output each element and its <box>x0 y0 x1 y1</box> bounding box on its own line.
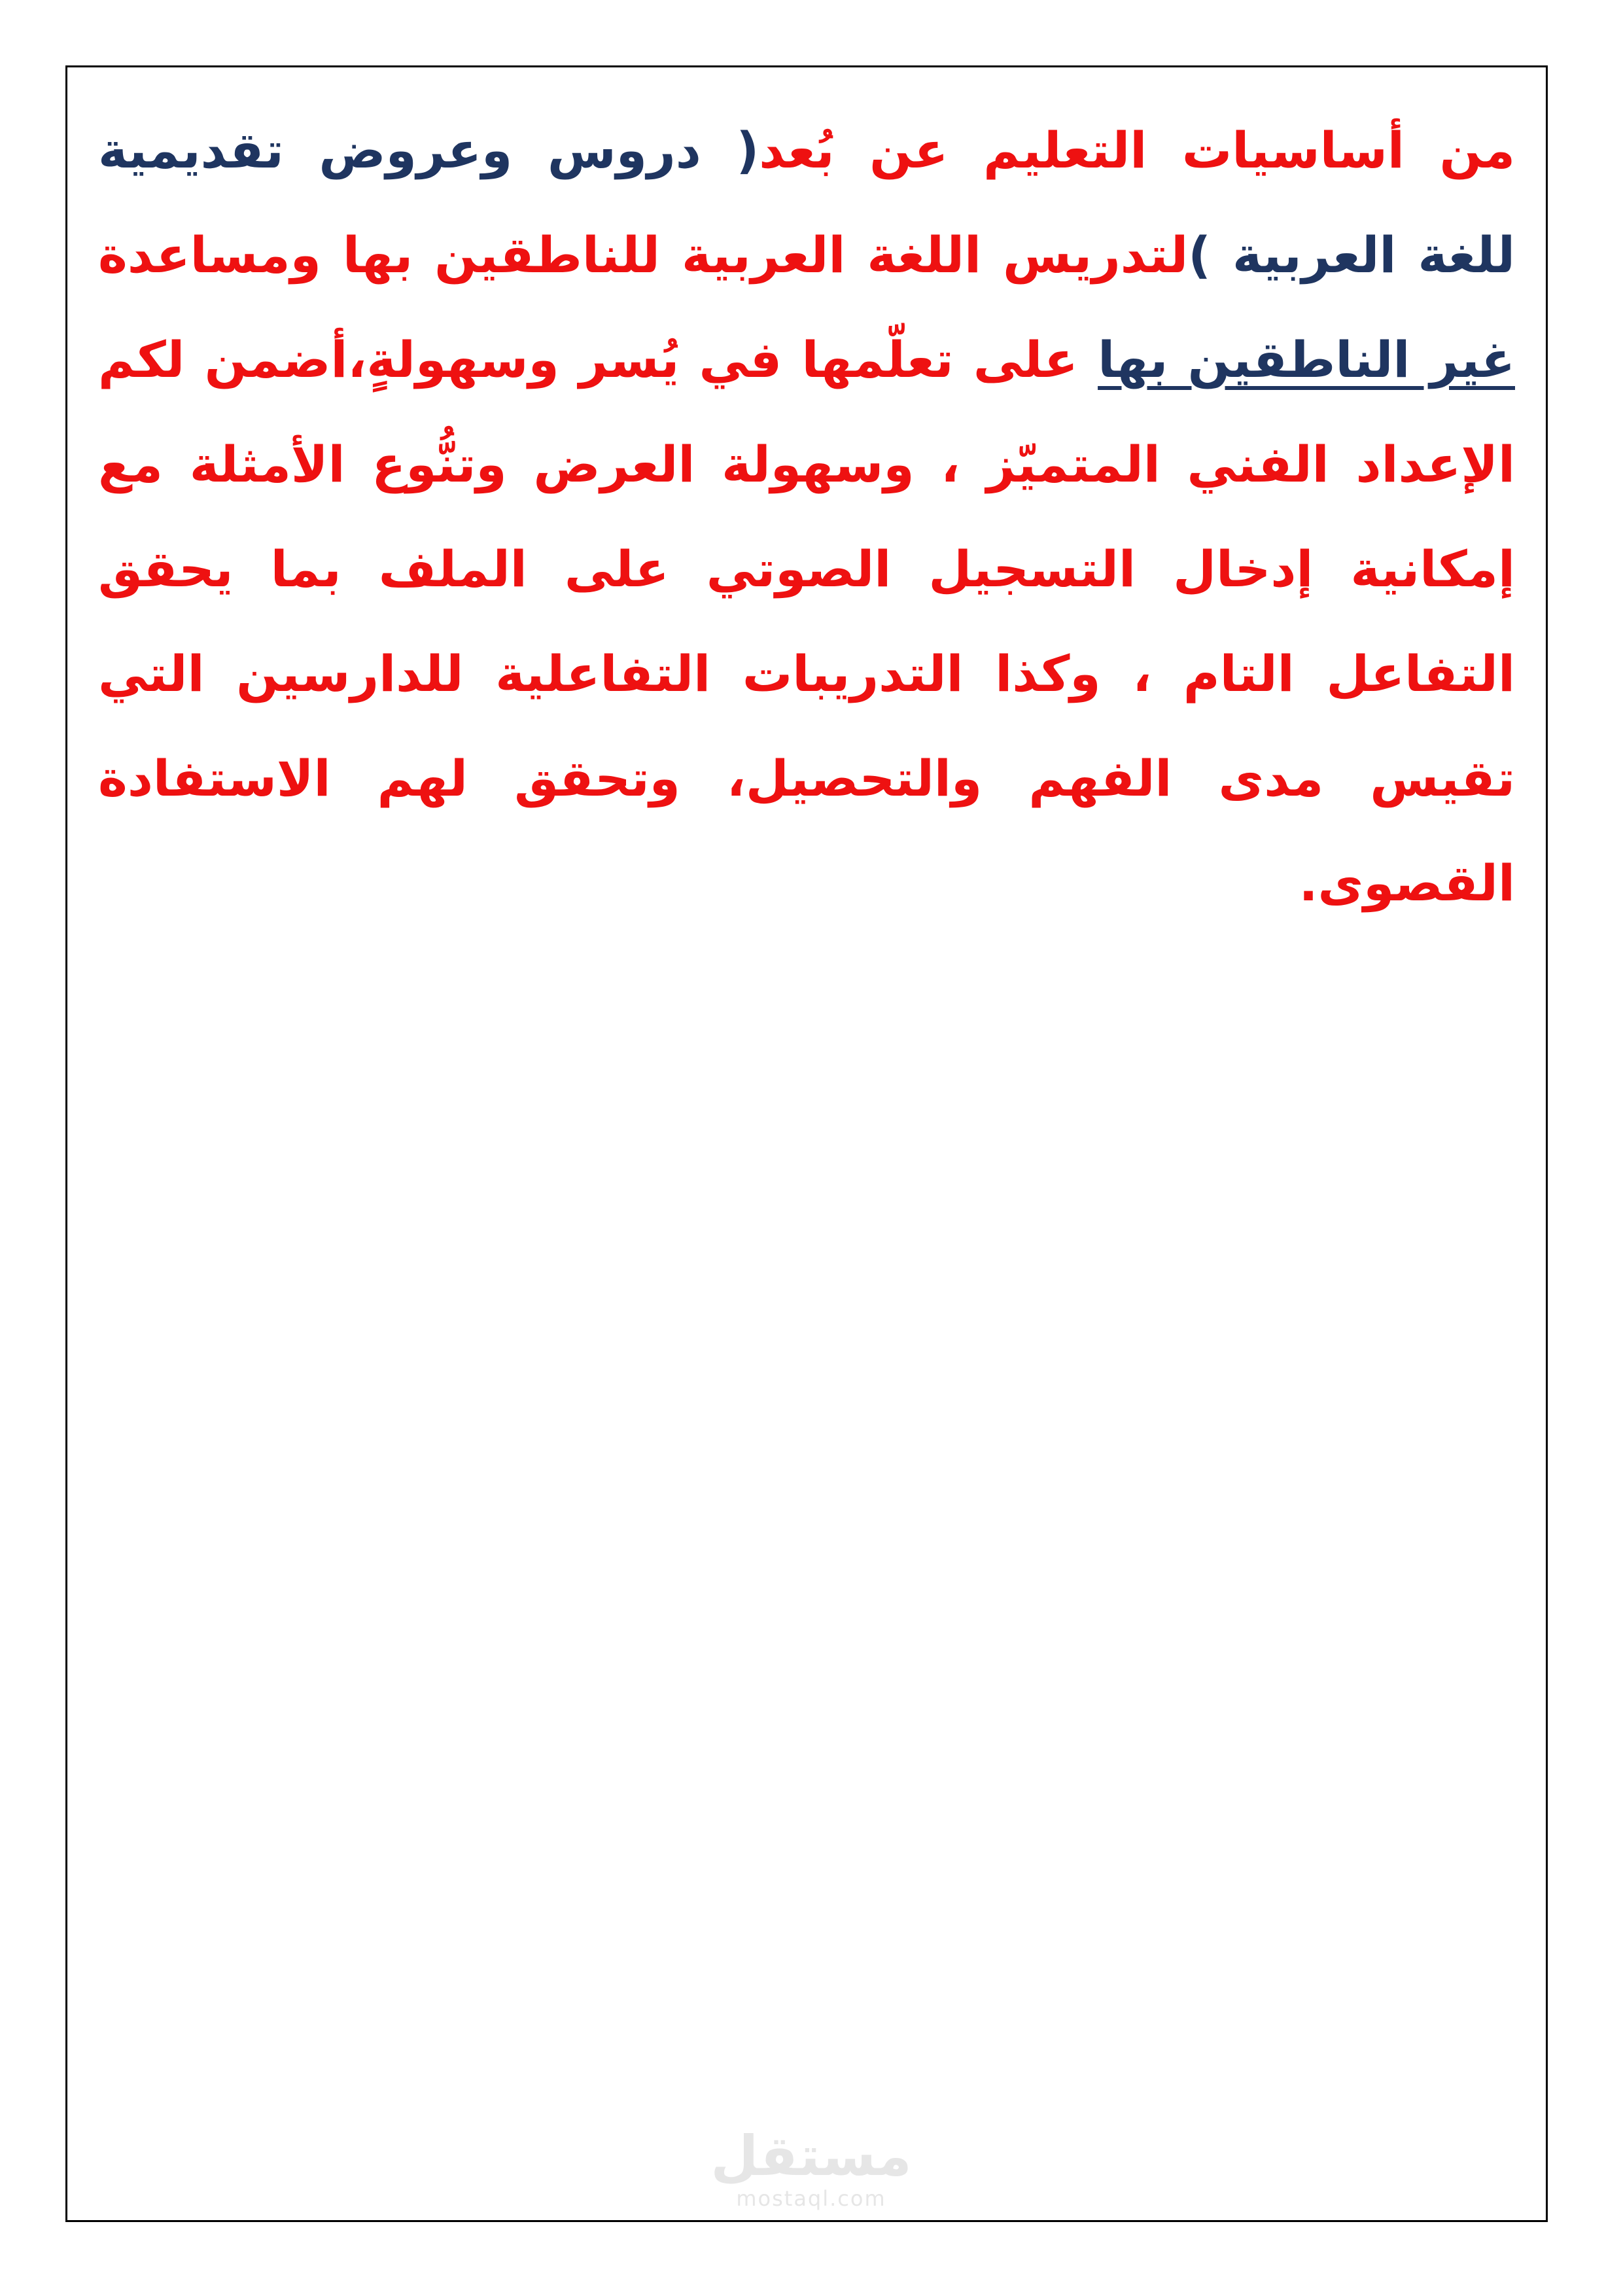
text-segment: على تعلّمها في يُسر وسهولةٍ،أضمن لكم <box>98 330 1098 389</box>
description-paragraph <box>98 98 1515 936</box>
text-segment: لتدريس اللغة العربية للناطقين بها ومساعدة <box>98 226 1189 284</box>
text-line-8 <box>98 831 1515 936</box>
text-segment: تقيس مدى الفهم والتحصيل، وتحقق لهم الاستفادة <box>98 749 1515 807</box>
text-line-3 <box>98 308 1515 412</box>
text-segment: للغة العربية ) <box>1188 226 1515 284</box>
text-line-6 <box>98 622 1515 726</box>
text-line-2 <box>98 203 1515 308</box>
text-segment: القصوى. <box>1299 854 1515 912</box>
text-segment: التفاعل التام ، وكذا التدريبات التفاعلية للدارسين التي <box>98 645 1515 703</box>
text-line-5 <box>98 517 1515 622</box>
watermark-url: mostaql.com <box>736 2186 886 2211</box>
text-line-4 <box>98 412 1515 517</box>
text-line-1 <box>98 98 1515 203</box>
text-line-7 <box>98 726 1515 831</box>
watermark <box>707 2124 916 2212</box>
watermark-logo: مستقل <box>710 2124 912 2188</box>
text-segment: ( دروس وعروض تقديمية <box>98 121 759 179</box>
text-segment: من أساسيات التعليم عن بُعد <box>759 121 1516 179</box>
text-segment: إمكانية إدخال التسجيل الصوتي على الملف بما يحقق <box>98 540 1515 598</box>
text-segment: الإعداد الفني المتميّز ، وسهولة العرض وتنُّوع الأمثلة مع <box>98 435 1515 493</box>
underlined-text-segment: غير الناطقين بها <box>1098 330 1515 389</box>
